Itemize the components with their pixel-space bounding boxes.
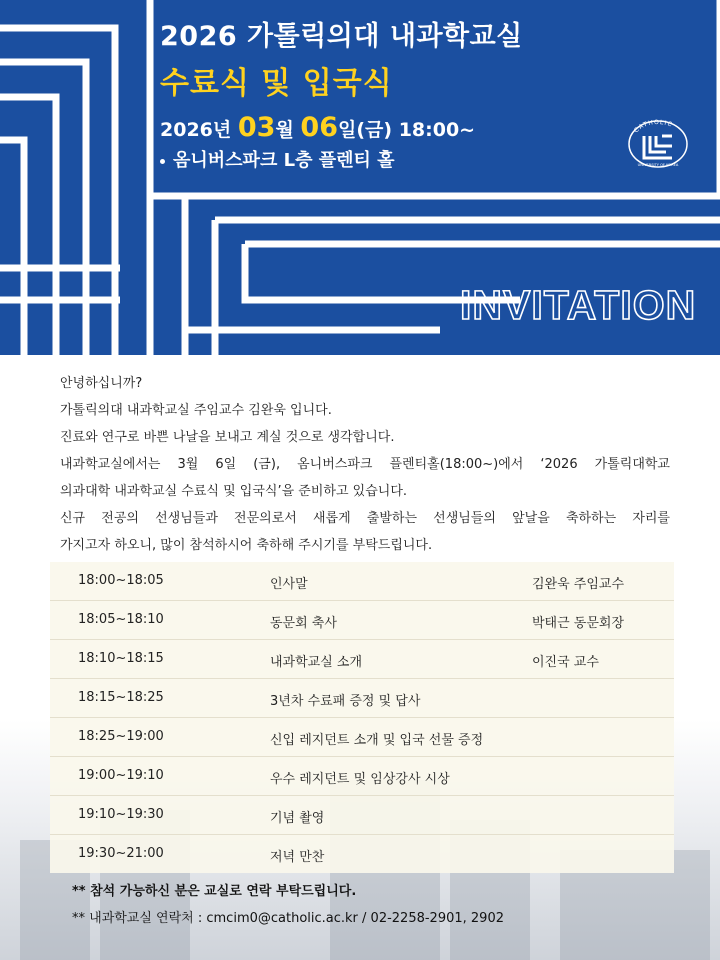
bullet-icon xyxy=(160,159,165,164)
schedule-time: 18:00~18:05 xyxy=(78,573,164,588)
schedule-event: 기념 촬영 xyxy=(270,811,325,826)
letter-line: 가지고자 하오니, 많이 참석하시어 축하해 주시기를 부탁드립니다. xyxy=(60,538,433,553)
invitation-letter xyxy=(60,370,670,559)
schedule-event: 신입 레지던트 소개 및 입국 선물 증정 xyxy=(270,733,484,748)
letter-line: 진료와 연구로 바쁜 나날을 보내고 계실 것으로 생각합니다. xyxy=(60,430,395,445)
schedule-time: 18:15~18:25 xyxy=(78,690,164,705)
event-date xyxy=(160,112,475,143)
schedule-row xyxy=(50,835,674,873)
schedule-person: 박태근 동문회장 xyxy=(532,616,625,631)
letter-line: 신규 전공의 선생님들과 전문의로서 새롭게 출발하는 선생님들의 앞날을 축하하는 자리를 xyxy=(60,511,670,526)
schedule-event: 우수 레지던트 및 임상강사 시상 xyxy=(270,772,450,787)
schedule-row xyxy=(50,757,674,796)
venue-text: 옴니버스파크 L층 플렌티 홀 xyxy=(173,150,395,171)
schedule-event: 인사말 xyxy=(270,577,308,592)
date-year: 2026년 xyxy=(160,119,238,141)
date-day-unit: 일 xyxy=(338,119,357,141)
schedule-time: 19:10~19:30 xyxy=(78,807,164,822)
schedule-person: 이진국 교수 xyxy=(532,655,599,670)
schedule-row xyxy=(50,679,674,718)
schedule-event: 내과학교실 소개 xyxy=(270,655,363,670)
date-month-unit: 월 xyxy=(275,119,301,141)
event-title-line1: 2026 가톨릭의대 내과학교실 xyxy=(160,21,523,52)
schedule-row xyxy=(50,640,674,679)
contact-note: ** 내과학교실 연락처 : cmcim0@catholic.ac.kr / 02-2258-2901, 2902 xyxy=(72,911,504,926)
schedule-row xyxy=(50,796,674,835)
schedule-time: 18:05~18:10 xyxy=(78,612,164,627)
schedule-time: 19:30~21:00 xyxy=(78,846,164,861)
letter-line: 내과학교실에서는 3월 6일 (금), 옴니버스파크 플렌티홀(18:00~)에서 ‘2026 가톨릭대학교 xyxy=(60,457,670,472)
emblem-text: CATHOLIC xyxy=(632,118,674,135)
date-suffix: (금) 18:00~ xyxy=(356,119,476,141)
schedule-time: 19:00~19:10 xyxy=(78,768,164,783)
date-day: 06 xyxy=(300,112,338,143)
schedule-event: 3년차 수료패 증정 및 답사 xyxy=(270,694,421,709)
event-venue xyxy=(160,146,395,172)
schedule-person: 김완욱 주임교수 xyxy=(532,577,625,592)
header-banner xyxy=(0,0,720,355)
rsvp-note: ** 참석 가능하신 분은 교실로 연락 부탁드립니다. xyxy=(72,884,357,899)
schedule-event: 동문회 축사 xyxy=(270,616,337,631)
letter-line: 의과대학 내과학교실 수료식 및 입국식’을 준비하고 있습니다. xyxy=(60,484,408,499)
schedule-row xyxy=(50,718,674,757)
schedule-table xyxy=(50,562,674,873)
emblem-subtext: UNIVERSITY OF KOREA xyxy=(637,163,679,167)
date-month: 03 xyxy=(237,112,276,143)
schedule-time: 18:10~18:15 xyxy=(78,651,164,666)
schedule-row xyxy=(50,601,674,640)
invitation-heading: INVITATION xyxy=(460,282,697,328)
letter-line: 가톨릭의대 내과학교실 주임교수 김완욱 입니다. xyxy=(60,403,332,418)
letter-line: 안녕하십니까? xyxy=(60,376,143,391)
schedule-event: 저녁 만찬 xyxy=(270,850,325,865)
svg-text:CATHOLIC xyxy=(633,119,674,134)
schedule-time: 18:25~19:00 xyxy=(78,729,164,744)
event-title-line2: 수료식 및 입국식 xyxy=(160,66,393,101)
schedule-row xyxy=(50,562,674,601)
university-emblem-icon xyxy=(626,118,690,170)
